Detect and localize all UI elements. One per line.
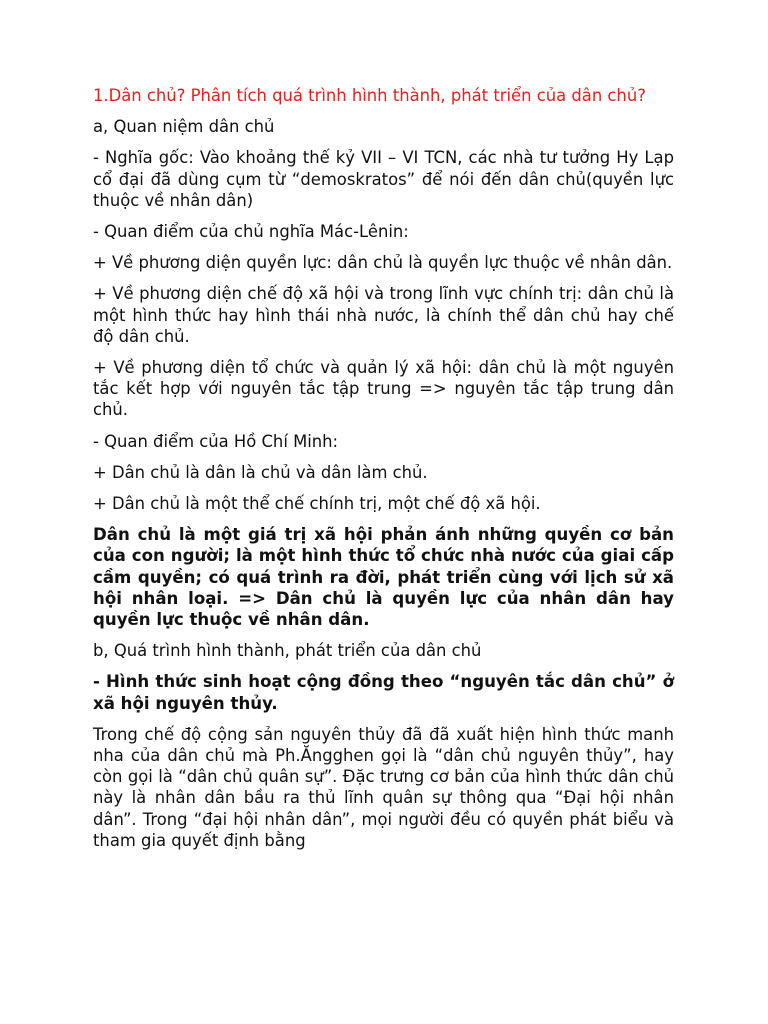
- paragraph-ho-chi-minh-view: - Quan điểm của Hồ Chí Minh:: [93, 431, 339, 451]
- paragraph-organization-aspect: + Về phương diện tổ chức và quản lý xã hội: dân chủ là một nguyên tắc kết hợp với nguyên tắc tập trung => nguyên tắc tập trung dân chủ.: [93, 358, 674, 420]
- subheading-a: a, Quan niệm dân chủ: [93, 117, 275, 137]
- subheading-b: b, Quá trình hình thành, phát triển của dân chủ: [93, 641, 482, 661]
- paragraph-political-aspect: + Về phương diện chế độ xã hội và trong lĩnh vực chính trị: dân chủ là một hình thức hay hình thái nhà nước, là chính thể dân chủ hay chế độ dân chủ.: [93, 284, 674, 346]
- paragraph-political-institution: + Dân chủ là một thể chế chính trị, một chế độ xã hội.: [93, 494, 541, 514]
- paragraph-primitive-democracy: Trong chế độ cộng sản nguyên thủy đã đã xuất hiện hình thức manh nha của dân chủ mà Ph.Ăngghen gọi là “dân chủ nguyên thủy”, hay còn gọi là “dân chủ quân sự”. Đặc trưng cơ bản của hình thức dân chủ này là nhân dân bầu ra thủ lĩnh quân sự thông qua “Đại hội nhân dân”. Trong “đại hội nhân dân”, mọi người đều có quyền phát biểu và tham gia quyết định bằng: [93, 724, 674, 850]
- paragraph-original-meaning: - Nghĩa gốc: Vào khoảng thế kỷ VII – VI TCN, các nhà tư tưởng Hy Lạp cổ đại đã dùng cụm từ “demoskratos” để nói đến dân chủ(quyền lực thuộc về nhân dân): [93, 148, 674, 210]
- paragraph-marxist-view: - Quan điểm của chủ nghĩa Mác-Lênin:: [93, 222, 409, 242]
- paragraph-power-aspect: + Về phương diện quyền lực: dân chủ là quyền lực thuộc về nhân dân.: [93, 253, 673, 273]
- document-title: 1.Dân chủ? Phân tích quá trình hình thành, phát triển của dân chủ?: [93, 86, 646, 105]
- paragraph-people-master: + Dân chủ là dân là chủ và dân làm chủ.: [93, 462, 428, 482]
- paragraph-definition-summary: Dân chủ là một giá trị xã hội phản ánh những quyền cơ bản của con người; là một hình thức tổ chức nhà nước của giai cấp cầm quyền; có quá trình ra đời, phát triển cùng với lịch sử xã hội nhân loại. => Dân chủ là quyền lực của nhân dân hay quyền lực thuộc về nhân dân.: [93, 525, 674, 630]
- paragraph-primitive-society: - Hình thức sinh hoạt cộng đồng theo “nguyên tắc dân chủ” ở xã hội nguyên thủy.: [93, 672, 674, 713]
- document-page: [93, 85, 674, 851]
